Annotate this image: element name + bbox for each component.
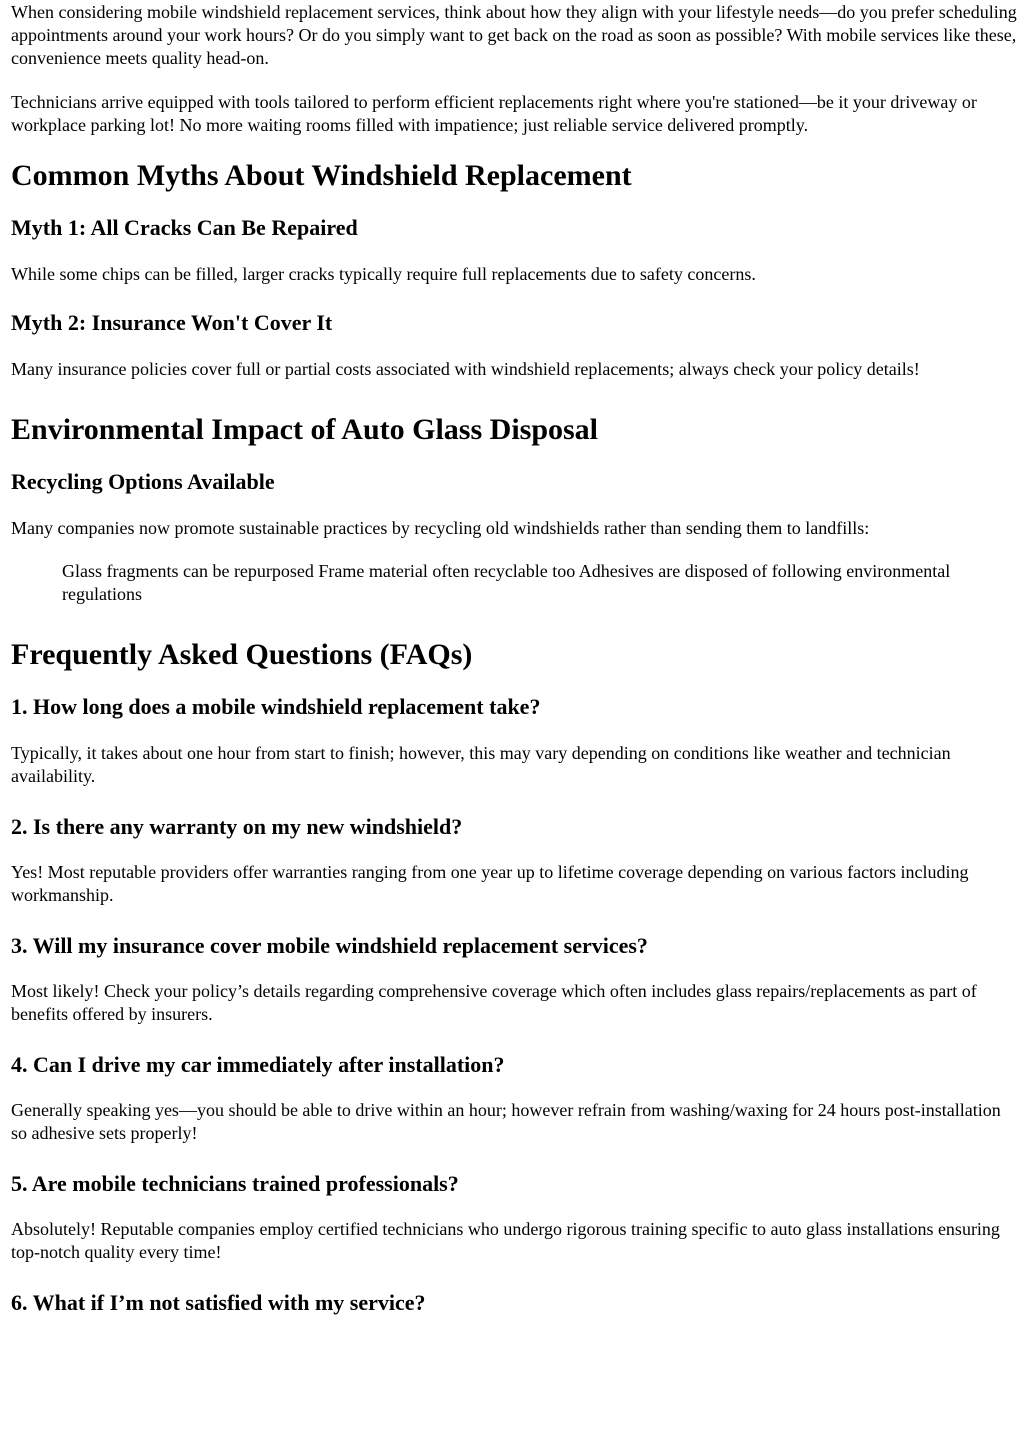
faq-question-6: 6. What if I’m not satisfied with my service? — [11, 1290, 426, 1315]
faq-answer-5: Absolutely! Reputable companies employ certified technicians who undergo rigorous training specific to auto glass installations ensuring top-notch quality every time! — [11, 1219, 1000, 1262]
faq-answer-3: Most likely! Check your policy’s details regarding comprehensive coverage which often includes glass repairs/replacements as part of benefits offered by insurers. — [11, 981, 977, 1024]
myths-heading: Common Myths About Windshield Replacement — [11, 159, 632, 192]
faq-answer-2: Yes! Most reputable providers offer warranties ranging from one year up to lifetime coverage depending on various factors including workmanship. — [11, 862, 969, 905]
faq-answer-4: Generally speaking yes—you should be able to drive within an hour; however refrain from washing/waxing for 24 hours post-installation so adhesive sets properly! — [11, 1100, 1001, 1143]
recycling-subheading: Recycling Options Available — [11, 469, 275, 494]
faq-question-1: 1. How long does a mobile windshield replacement take? — [11, 694, 541, 719]
faq-question-2: 2. Is there any warranty on my new windshield? — [11, 814, 463, 839]
faq-heading: Frequently Asked Questions (FAQs) — [11, 638, 473, 671]
recycling-list: Glass fragments can be repurposed Frame material often recyclable too Adhesives are disposed of following environmental regulations — [62, 561, 951, 604]
environment-heading: Environmental Impact of Auto Glass Disposal — [11, 413, 599, 446]
intro-paragraph-1: When considering mobile windshield replacement services, think about how they align with your lifestyle needs—do you prefer scheduling appointments around your work hours? Or do you simply want to get back on the road as soon as possible? With mobile services like these, convenience meets quality head-on. — [11, 2, 1017, 68]
myth-2-title: Myth 2: Insurance Won't Cover It — [11, 310, 333, 335]
myth-1-text: While some chips can be filled, larger cracks typically require full replacements due to safety concerns. — [11, 264, 756, 284]
myth-2-text: Many insurance policies cover full or partial costs associated with windshield replacements; always check your policy details! — [11, 359, 920, 379]
faq-question-5: 5. Are mobile technicians trained professionals? — [11, 1171, 459, 1196]
article-body — [11, 0, 1017, 1337]
recycling-text: Many companies now promote sustainable practices by recycling old windshields rather than sending them to landfills: — [11, 518, 870, 538]
intro-paragraph-2: Technicians arrive equipped with tools tailored to perform efficient replacements right where you're stationed—be it your driveway or workplace parking lot! No more waiting rooms filled with impatience; just reliable service delivered promptly. — [11, 92, 977, 135]
faq-answer-1: Typically, it takes about one hour from start to finish; however, this may vary depending on conditions like weather and technician availability. — [11, 743, 951, 786]
faq-question-3: 3. Will my insurance cover mobile windshield replacement services? — [11, 933, 648, 958]
myth-1-title: Myth 1: All Cracks Can Be Repaired — [11, 215, 358, 240]
faq-question-4: 4. Can I drive my car immediately after installation? — [11, 1052, 505, 1077]
